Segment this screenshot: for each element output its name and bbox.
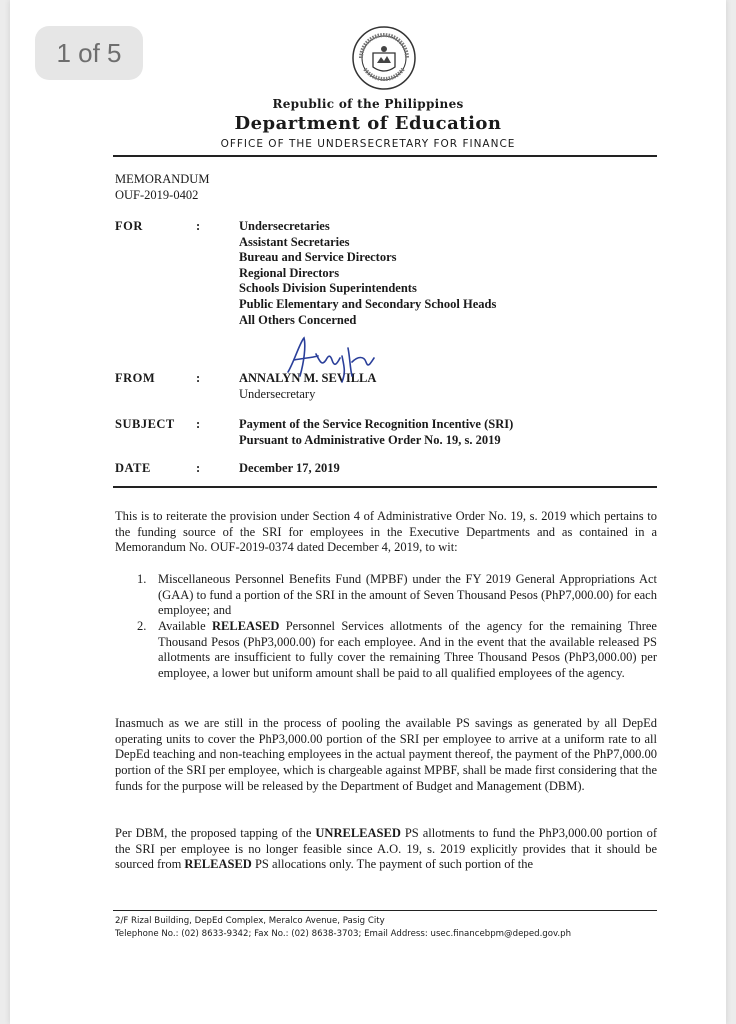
list-number: 1. <box>137 572 147 586</box>
footer-divider <box>113 910 657 911</box>
deped-seal-icon <box>351 25 417 91</box>
text-run: PS allocations only. The payment of such portion of the <box>251 857 534 872</box>
letterhead-divider <box>113 155 657 157</box>
page-counter <box>35 26 143 80</box>
date-colon: : <box>196 461 201 475</box>
page-counter-label: 1 of 5 <box>56 37 122 68</box>
text-run: Personnel Services allotments of the agency for the remaining Three Thousand Pesos (PhP3,000.00) for each employee. And in the event that the available released PS allotments are insufficient to fully cover the remaining Three Thousand Pesos (PhP3,000.00) per employee, a lower but uniform amount shall be paid to all qualified employees of the agency. <box>158 619 657 681</box>
memo-label: MEMORANDUM <box>115 172 210 186</box>
recipient: Undersecretaries <box>239 219 330 233</box>
paragraph-dbm <box>115 826 657 873</box>
subject-lines <box>239 417 513 448</box>
from-colon: : <box>196 371 201 385</box>
recipient: Public Elementary and Secondary School Heads <box>239 296 497 311</box>
recipient: Assistant Secretaries <box>239 234 350 249</box>
text-run: PS allotments to fund the PhP3,000.00 portion of the SRI per employee is no longer feasible since A.O. 19, s. 2019 explicitly provides that it should be sourced from <box>115 826 657 872</box>
recipient: Schools Division Superintendents <box>239 281 417 296</box>
subject-line: Payment of the Service Recognition Incentive (SRI) <box>239 417 514 431</box>
date-label: DATE <box>115 461 151 475</box>
for-label: FOR <box>115 219 143 233</box>
emphasis-released: RELEASED <box>212 619 280 633</box>
for-colon: : <box>196 219 201 233</box>
letterhead-republic: Republic of the Philippines <box>272 97 464 111</box>
list-number: 2. <box>137 619 147 633</box>
from-title: Undersecretary <box>239 387 316 401</box>
memo-number: OUF-2019-0402 <box>115 188 199 202</box>
letterhead-office: OFFICE OF THE UNDERSECRETARY FOR FINANCE <box>220 138 516 150</box>
text-run: Per DBM, the proposed tapping of the <box>115 826 316 840</box>
header-divider <box>113 486 657 488</box>
emphasis-released: RELEASED <box>184 857 252 872</box>
subject-colon: : <box>196 417 201 431</box>
text-run: Available <box>158 619 212 633</box>
subject-label: SUBJECT <box>115 417 175 431</box>
signature-icon <box>280 332 380 396</box>
list-item-2 <box>137 619 657 682</box>
recipient: Regional Directors <box>239 265 340 280</box>
letterhead-department: Department of Education <box>234 113 502 134</box>
footer-address: 2/F Rizal Building, DepEd Complex, Meralco Avenue, Pasig City <box>115 916 385 926</box>
footer <box>115 915 675 941</box>
recipient: Bureau and Service Directors <box>239 250 397 265</box>
paragraph-intro: This is to reiterate the provision under Section 4 of Administrative Order No. 19, s. 2019 which pertains to the funding source of the SRI for employees in the Executive Departments and as contained in a Memorandum No. OUF-2019-0374 dated December 4, 2019, to wit: <box>115 509 657 555</box>
from-label: FROM <box>115 371 156 385</box>
emphasis-unreleased: UNRELEASED <box>315 826 401 840</box>
date-value: December 17, 2019 <box>239 461 340 475</box>
list-item-text: Miscellaneous Personnel Benefits Fund (MPBF) under the FY 2019 General Appropriations Act (GAA) to fund a portion of the SRI in the amount of Seven Thousand Pesos (PhP7,000.00) for each employee; and <box>158 572 657 618</box>
paragraph-pooling: Inasmuch as we are still in the process of pooling the available PS savings as generated by all DepEd operating units to cover the PhP3,000.00 portion of the SRI per employee to arrive at a uniform rate to all DepEd teaching and non-teaching employees in the actual payment thereof, the payment of the PhP7,000.00 portion of the SRI per employee, which is chargeable against MPBF, shall be made first considering that the funds for the purpose will be released by the Department of Budget and Management (DBM). <box>115 716 657 793</box>
recipient: All Others Concerned <box>239 312 357 327</box>
for-recipients <box>239 219 496 328</box>
list-item-1 <box>137 572 657 619</box>
list-item-text <box>158 619 657 682</box>
footer-contact: Telephone No.: (02) 8633-9342; Fax No.: (02) 8638-3703; Email Address: usec.financebpm@deped.gov.ph <box>115 929 572 939</box>
subject-line: Pursuant to Administrative Order No. 19, s. 2019 <box>239 432 501 447</box>
from-name: ANNALYN M. SEVILLA <box>239 371 377 385</box>
